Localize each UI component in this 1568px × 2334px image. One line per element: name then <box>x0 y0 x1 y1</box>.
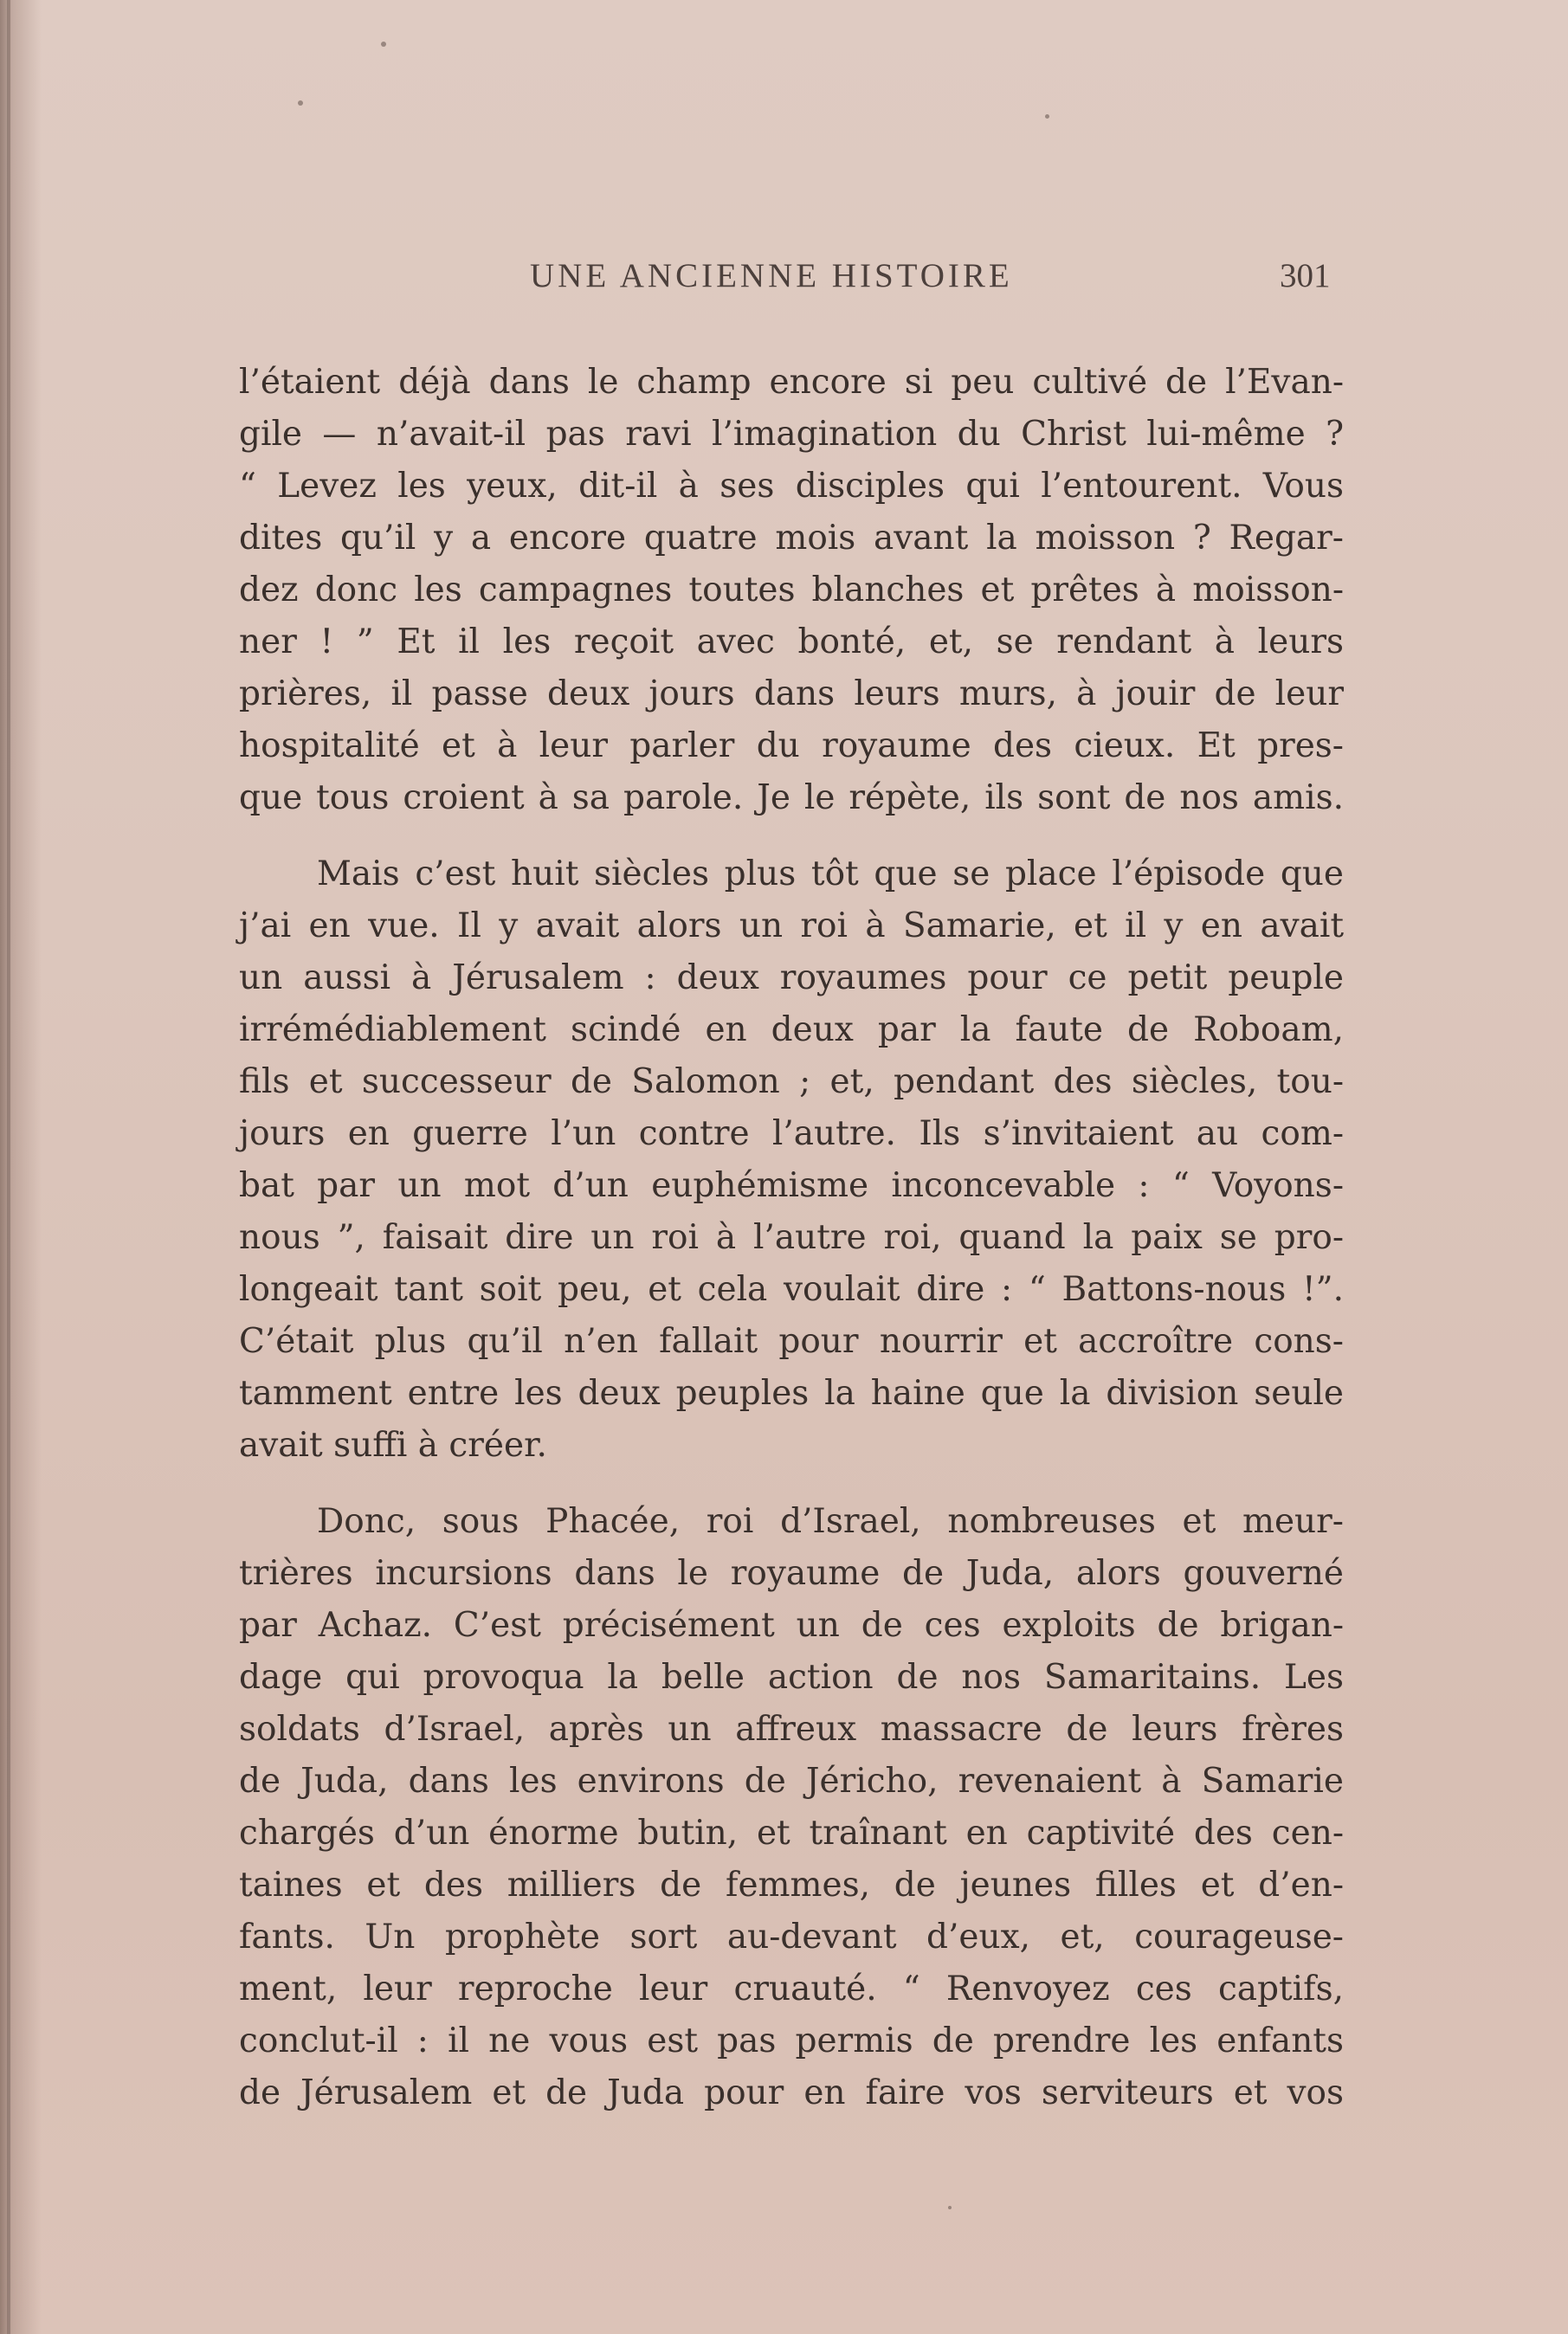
text-line: par Achaz. C’est précisément un de ces exploits de brigan- <box>239 1606 1344 1645</box>
text-line: bat par un mot d’un euphémisme inconcevable : “ Voyons- <box>239 1166 1344 1205</box>
text-line: l’étaient déjà dans le champ encore si peu cultivé de l’Evan- <box>239 363 1344 402</box>
text-line: ment, leur reproche leur cruauté. “ Renvoyez ces captifs, <box>239 1970 1344 2008</box>
paragraph-gap <box>239 1472 1344 1496</box>
text-line: tamment entre les deux peuples la haine que la division seule <box>239 1374 1344 1413</box>
running-title: UNE ANCIENNE HISTOIRE <box>530 257 1013 294</box>
text-line: C’était plus qu’il n’en fallait pour nourrir et accroître cons- <box>239 1322 1344 1361</box>
body-text <box>239 357 1344 2119</box>
paragraph-gap <box>239 824 1344 848</box>
paper-speck <box>298 100 303 106</box>
text-line: dites qu’il y a encore quatre mois avant la moisson ? Regar- <box>239 519 1344 558</box>
paragraph <box>239 357 1344 824</box>
text-line: taines et des milliers de femmes, de jeunes filles et d’en- <box>239 1866 1344 1905</box>
paper-speck <box>948 2206 952 2209</box>
text-line: un aussi à Jérusalem : deux royaumes pour ce petit peuple <box>239 958 1344 997</box>
text-line: trières incursions dans le royaume de Juda, alors gouverné <box>239 1554 1344 1593</box>
text-line: que tous croient à sa parole. Je le répète, ils sont de nos amis. <box>239 778 1344 817</box>
text-line: longeait tant soit peu, et cela voulait dire : “ Battons-nous !”. <box>239 1270 1344 1309</box>
text-line: chargés d’un énorme butin, et traînant en captivité des cen- <box>239 1814 1344 1853</box>
text-line: soldats d’Israel, après un affreux massacre de leurs frères <box>239 1710 1344 1749</box>
paragraph <box>239 1496 1344 2119</box>
text-line: de Jérusalem et de Juda pour en faire vos serviteurs et vos <box>239 2073 1344 2112</box>
binding-gutter <box>7 0 10 2334</box>
paragraph <box>239 848 1344 1472</box>
text-line: Donc, sous Phacée, roi d’Israel, nombreuses et meur- <box>317 1502 1344 1541</box>
text-line: fils et successeur de Salomon ; et, pendant des siècles, tou- <box>239 1062 1344 1101</box>
text-line: j’ai en vue. Il y avait alors un roi à Samarie, et il y en avait <box>239 906 1344 945</box>
text-line: nous ”, faisait dire un roi à l’autre roi, quand la paix se pro- <box>239 1218 1344 1257</box>
text-line: avait suffi à créer. <box>239 1426 547 1465</box>
text-line: hospitalité et à leur parler du royaume des cieux. Et pres- <box>239 726 1344 765</box>
text-line: dage qui provoqua la belle action de nos Samaritains. Les <box>239 1658 1344 1697</box>
text-line: “ Levez les yeux, dit-il à ses disciples qui l’entourent. Vous <box>239 467 1344 506</box>
text-line: conclut-il : il ne vous est pas permis de prendre les enfants <box>239 2021 1344 2060</box>
text-line: ner ! ” Et il les reçoit avec bonté, et, se rendant à leurs <box>239 622 1344 661</box>
page-number: 301 <box>1280 257 1331 294</box>
text-line: irrémédiablement scindé en deux par la faute de Roboam, <box>239 1010 1344 1049</box>
text-line: gile — n’avait-il pas ravi l’imagination du Christ lui-même ? <box>239 415 1344 454</box>
text-line: Mais c’est huit siècles plus tôt que se place l’épisode que <box>317 854 1344 893</box>
text-line: de Juda, dans les environs de Jéricho, revenaient à Samarie <box>239 1762 1344 1801</box>
text-line: prières, il passe deux jours dans leurs murs, à jouir de leur <box>239 674 1344 713</box>
paper-speck <box>1045 114 1049 119</box>
paper-speck <box>381 42 386 47</box>
text-line: fants. Un prophète sort au-devant d’eux, et, courageuse- <box>239 1918 1344 1957</box>
text-line: jours en guerre l’un contre l’autre. Ils s’invitaient au com- <box>239 1114 1344 1153</box>
text-line: dez donc les campagnes toutes blanches et prêtes à moisson- <box>239 571 1344 609</box>
